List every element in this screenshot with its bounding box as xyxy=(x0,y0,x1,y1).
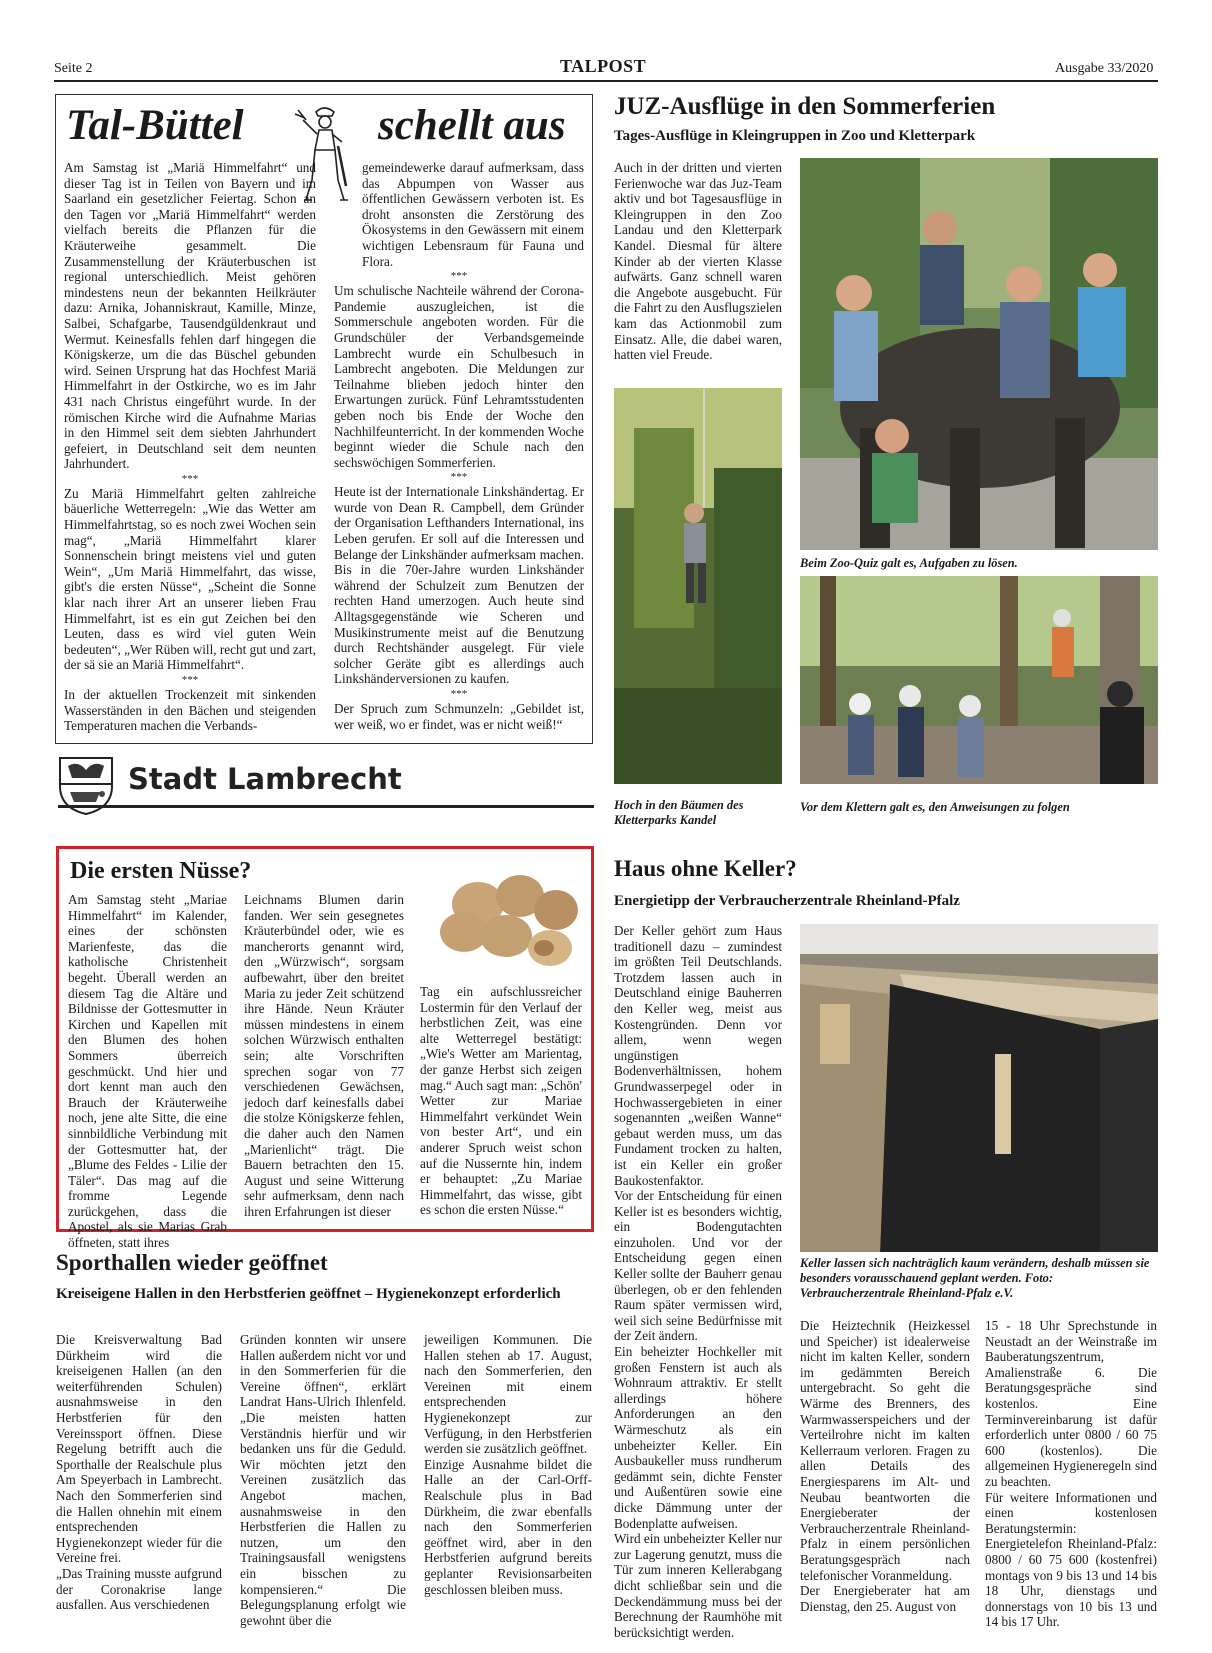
separator: *** xyxy=(450,688,468,700)
sport-title: Sporthallen wieder geöffnet xyxy=(56,1250,328,1275)
masthead: TALPOST xyxy=(560,56,647,76)
keller-col2 xyxy=(800,1318,970,1614)
nuesse-col2: Leichnams Blumen darin fanden. Wer sein gesegnetes Kräuterbündel oder, wie es mancherorts genannt wird, den „Würzwisch“, sorgsam aufbewahrt, über den breitet Maria zu jeder Zeit schützend ihre Hände. Neun Kräuter müssen mindestens in einem solchen Würzwisch enthalten sein; alte Vorschriften sprechen sogar von 77 verschiedenen Gewächsen, jedoch darf keinesfalls dabei die stolze Königskerze fehlen, die daher auch den Namen „Marienlicht“ trägt. Die Bauern betrachten den 15. August und seine Witterung sehr aufmerksam, denn nach ihren Erfahrungen ist dieser xyxy=(244,892,404,1219)
sport-para: jeweiligen Kommunen. Die Hallen stehen ab 17. August, nach den Sommerferien, den Vereinen mit einem entsprechenden Hygienekonzept zur Verfügung, in den Herbstferien werden sie zusätzlich geöffnet. xyxy=(424,1332,592,1457)
sport-col2 xyxy=(240,1332,406,1628)
basement-photo xyxy=(800,924,1158,1252)
keller-para: 15 - 18 Uhr Sprechstunde in Neustadt an der Weinstraße im Bauberatungszentrum, Amalienstraße 6. Die Beratungsgespräche sind kostenlos. Eine Terminvereinbarung ist dafür erforderlich unter 0800 / 60 75 600 (kostenlos). Die allgemeinen Hygieneregeln sind zu beachten. xyxy=(985,1318,1157,1489)
juz-subtitle: Tages-Ausflüge in Kleingruppen in Zoo und Kletterpark xyxy=(614,128,976,144)
sport-subtitle: Kreiseigene Hallen in den Herbstferien geöffnet – Hygienekonzept erforderlich xyxy=(56,1286,561,1302)
trees-photo xyxy=(614,388,782,784)
buettel-para: In der aktuellen Trockenzeit mit sinkenden Wasserständen in den Bächen und steigenden Temperaturen machen die Verbands- xyxy=(64,687,316,734)
section-rule xyxy=(58,805,594,808)
header-rule xyxy=(54,80,1158,82)
walnuts-image xyxy=(432,866,582,976)
keller-subtitle: Energietipp der Verbraucherzentrale Rheinland-Pfalz xyxy=(614,893,960,909)
sport-para: Einzige Ausnahme bildet die Halle an der Carl-Orff-Realschule plus in Bad Dürkheim, die zwar ebenfalls nach den Sommerferien geöffnet wird, aber in den Herbstferien aufgrund bereits geplanter Revisionsarbeiten geschlossen bleiben muss. xyxy=(424,1456,592,1597)
zoo-caption: Beim Zoo-Quiz galt es, Aufgaben zu lösen. xyxy=(800,556,1018,570)
trees-caption: Hoch in den Bäumen des Kletterparks Kandel xyxy=(614,798,744,827)
section-title: Stadt Lambrecht xyxy=(128,762,402,796)
buettel-para: Zu Mariä Himmelfahrt gelten zahlreiche bäuerliche Wetterregeln: „Wie das Wetter am Himmelfahrtstag, so es noch zwei Wochen sein mag“, „Mariä Himmelfahrt klarer Sonnenschein bringt meistens viel und guten Wein“, „Um Mariä Himmelfahrt, das wisse, gibt's die ersten Nüsse“, „Scheint die Sonne klar nach ihrer Art an unserer lieben Frau Himmelfahrt, ist es ein gut Zeichen bei den Leuten, dass es wird viel guten Wein bedeuten“, „Wer Rüben will, recht gut und zart, der sä sie an Mariä Himmelfahrt“. xyxy=(64,485,316,673)
separator: *** xyxy=(181,674,199,686)
buettel-para: Um schulische Nachteile während der Corona-Pandemie auszugleichen, ist die Sommerschule angeboten worden. Für die Grundschüler der Verbandsgemeinde Lambrecht wurde ein Schulbesuch in Lambrecht angeboten. Die Meldungen zur Teilnahme blieben jedoch hinter den Erwartungen zurück. Fünf Lehramtsstudenten geben noch bis Ende der Woche den Nachhilfeunterricht. In der kommenden Woche beginnt wieder die Schule nach den sechswöchigen Sommerferien. xyxy=(334,283,584,470)
keller-col3 xyxy=(985,1318,1157,1630)
page-number: Seite 2 xyxy=(54,61,93,76)
buettel-title-right: schellt aus xyxy=(378,102,566,149)
keller-para: Wird ein unbeheizter Keller nur zur Lagerung genutzt, muss die Tür zum inneren Kellerabgang dicht schließbar sein und die Deckendämmung muss bei der Berechnung der Raumhöhe mit berücksichtigt werden. xyxy=(614,1531,782,1640)
sport-para: Gründen konnten wir unsere Hallen außerdem nicht vor und in den Sommerferien für die Vereine öffnen“, erklärt Landrat Hans-Ulrich Ihlenfeld. „Die meisten hatten Verständnis hierfür und wir bedanken uns für die Geduld. Wir möchten jetzt den Vereinen zusätzlich das Angebot machen, ausnahmsweise in den Herbstferien die Hallen zu nutzen, um den Trainingsausfall wenigstens ein bisschen zu kompensieren.“ Die Belegungsplanung erfolgt wie gewohnt über die xyxy=(240,1332,406,1628)
buettel-title-left: Tal-Büttel xyxy=(66,102,244,149)
sport-col1 xyxy=(56,1332,222,1613)
buettel-para: Der Spruch zum Schmunzeln: „Gebildet ist, wer weiß, wo er findet, was er nicht weiß!“ xyxy=(334,701,584,732)
nuesse-col3: Tag ein aufschlussreicher Lostermin für den Verlauf der herbstlichen Zeit, was eine alte Wetterregel bestätigt: „Wie's Wetter am Marientag, der ganze Herbst sich zeigen mag.“ Auch sagt man: „Schön' Wetter zur Mariae Himmelfahrt verkündet Wein von bester Art“, und ein anderer Spruch weist schon auf die Nussernte hin, indem er behauptet: „Zu Mariae Himmelfahrt, das wisse, gibt es schon die ersten Nüsse.“ xyxy=(420,984,582,1218)
keller-para: Die Heiztechnik (Heizkessel und Speicher) ist idealerweise nicht im kalten Keller, sondern im gedämmten Bereich untergebracht. So geht die Wärme des Brenners, des Warmwasserspeichers und der Verteilrohre nicht im kalten Kellerraum verloren. Fragen zu allen Details des Energiesparens im Alt- und Neubau beantworten die Energieberater der Verbraucherzentrale Rheinland-Pfalz in einem persönlichen Beratungsgespräch nach telefonischer Voranmeldung. xyxy=(800,1318,970,1583)
keller-para: Der Keller gehört zum Haus traditionell dazu – zumindest im größten Teil Deutschlands. Trotzdem lassen auch in Deutschland einige Bauherren den Keller weg, meist aus Kostengründen. Denn vor allem, wenn wegen ungünstigen Bodenverhältnissen, hohem Grundwasserpegel oder in Hochwassergebieten in einer sogenannten „weißen Wanne“ gebaut werden muss, um das Fundament trocken zu halten, ist ein Keller ein großer Baukostenfaktor. xyxy=(614,923,782,1188)
keller-para: Vor der Entscheidung für einen Keller ist es besonders wichtig, ein Bodengutachten einzuholen. Und vor der Entscheidung gegen einen Keller sollte der Bauherr genau überlegen, ob er den fehlenden Raum später vermissen wird, weil sich seine Bedürfnisse mit der Zeit ändern. xyxy=(614,1188,782,1344)
buettel-col2 xyxy=(334,160,584,732)
keller-title: Haus ohne Keller? xyxy=(614,856,797,881)
basement-caption: Keller lassen sich nachträglich kaum verändern, deshalb müssen sie besonders vorausschauend geplant werden. Foto: Verbraucherzentrale Rheinland-Pfalz e.V. xyxy=(800,1256,1150,1300)
buettel-para: Heute ist der Internationale Linkshändertag. Er wurde von Dean R. Campbell, dem Gründer der Organisation Lefthanders International, ins Leben gerufen. Er soll auf die Interessen und Belange der Linkshänder aufmerksam machen. Bis in die 70er-Jahre wurden Linkshänder während der Schulzeit zum Benutzen der rechten Hand umerzogen. Auch heute sind Alltagsgegenstände wie Scheren und Musikinstrumente meist auf die Benutzung durch Rechtshänder ausgelegt. Für viele solcher Geräte gibt es allerdings auch Linkshänderversionen zu kaufen. xyxy=(334,484,584,687)
keller-para: Für weitere Informationen und einen kostenlosen Beratungstermin: Energietelefon Rheinland-Pfalz: 0800 / 60 75 600 (kostenfrei) montags von 9 bis 13 und 14 bis 18 Uhr, dienstags und donnerstags von 10 bis 13 und 14 bis 17 Uhr. xyxy=(985,1489,1157,1630)
keller-para: Der Energieberater hat am Dienstag, den 25. August von xyxy=(800,1583,970,1614)
sport-col3 xyxy=(424,1332,592,1597)
sport-para: Die Kreisverwaltung Bad Dürkheim wird die kreiseigenen Hallen (an den weiterführenden Schulen) ausnahmsweise in den Herbstferien für den Vereinssport öffnen. Diese Regelung betrifft auch die Sporthalle der Realschule plus Am Speyerbach in Lambrecht. Nach den Sommerferien sind die Hallen ohnehin mit einem entsprechenden Hygienekonzept wieder für die Vereine frei. xyxy=(56,1332,222,1566)
climbing-photo xyxy=(800,576,1158,784)
separator: *** xyxy=(181,472,199,485)
buettel-col1 xyxy=(64,160,316,734)
separator: *** xyxy=(450,471,468,484)
keller-para: Ein beheizter Hochkeller mit großen Fenstern ist auch als Wohnraum attraktiv. Er stellt allerdings höhere Anforderungen an den Wärmeschutz als ein unbeheizter Keller. Ein Ausbaukeller muss rundherum gedämmt sein, dichte Fenster und Außentüren sowie eine dicke Dämmung unter der Bodenplatte aufweisen. xyxy=(614,1344,782,1531)
zoo-photo xyxy=(800,158,1158,550)
juz-title: JUZ-Ausflüge in den Sommerferien xyxy=(614,93,996,120)
climbing-caption: Vor dem Klettern galt es, den Anweisungen zu folgen xyxy=(800,800,1070,814)
buettel-para: Am Samstag ist „Mariä Himmelfahrt“ und dieser Tag ist in Teilen von Bayern und im Saarland ein gesetzlicher Feiertag. Schon an den Tagen vor „Mariä Himmelfahrt“ werden vielfach bereits die Pflanzen für die Kräuterweihe gesammelt. Die Zusammenstellung der Kräuterbuschen ist regional unterschiedlich. Meist gehören mindestens neun der bekannten Heilkräuter dazu: Arnika, Johanniskraut, Kamille, Minze, Salbei, Schafgarbe, Tausendgüldenkraut und Wermut. Keinesfalls fehlen darf hingegen die Königskerze, um die das Büschel gebunden wird. Seinen Ursprung hat das Hochfest Mariä Himmelfahrt in der Ostkirche, wo es im Jahr 431 nach Christus eingeführt wurde. In der römischen Kirche wird die Aufnahme Marias in den Himmel seit dem siebten Jahrhundert gefeiert, in Deutschland seit dem neunten Jahrhundert. xyxy=(64,160,316,472)
buettel-para: gemeindewerke darauf aufmerksam, dass das Abpumpen von Wasser aus öffentlichen Gewässern verboten ist. Es droht ansonsten die Zerstörung des Ökosystems in den Gewässern mit einem wichtigen Lebensraum für Fauna und Flora. xyxy=(362,160,584,269)
issue-number: Ausgabe 33/2020 xyxy=(1055,61,1154,76)
juz-text: Auch in der dritten und vierten Ferienwoche war das Juz-Team aktiv und bot Tagesausflüge in Kleingruppen in den Zoo Landau und den Kletterpark Kandel. Diesmal für ältere Kinder ab der vierten Klasse aufwärts. Ganz schnell waren die Angebote ausgebucht. Für die Fahrt zu den Ausflugszielen kam das Actionmobil zum Einsatz. Alle, die dabei waren, hatten viel Freude. xyxy=(614,160,782,363)
sport-para: „Das Training musste aufgrund der Coronakrise lange ausfallen. Aus verschiedenen xyxy=(56,1565,222,1613)
separator: *** xyxy=(450,270,468,283)
nuesse-col1: Am Samstag steht „Mariae Himmelfahrt“ im Kalender, eines der schönsten Marienfeste, das die katholische Christenheit begeht. Überall werden an diesem Tag die Altäre und Bildnisse der Gottesmutter in Kirchen und Kapellen mit den Blumen des hohen Sommers überreich geschmückt. Und hier und dort kennt man auch den Brauch der Kräuterweihe noch, jene alte Sitte, die eine sinnbildliche Verbindung mit der Gottesmutter hat, der „Blume des Feldes - Lilie der Täler“. Das mag auf die fromme Legende zurückgehen, dass die Apostel, als sie Marias Grab öffneten, statt ihres xyxy=(68,892,227,1251)
nuesse-title: Die ersten Nüsse? xyxy=(70,858,252,884)
keller-col1 xyxy=(614,923,782,1640)
